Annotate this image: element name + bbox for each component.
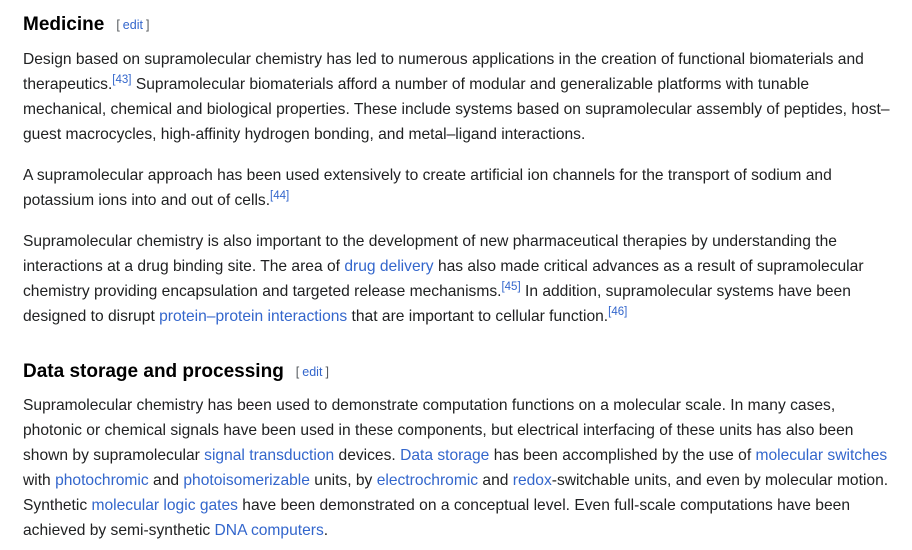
- text: Supramolecular biomaterials afford a number of modular and generalizable platforms with tunable mechanical, chemical and biological properties. These include systems based on supramolecular assembly of peptides, host–guest macrocycles, high-affinity hydrogen bonding, and metal–ligand interactions.: [23, 76, 890, 143]
- section-heading-medicine: [23, 13, 149, 37]
- edit-section-link-wrapper: [ edit ]: [116, 18, 150, 32]
- paragraph: [23, 47, 893, 147]
- text: A supramolecular approach has been used extensively to create artificial ion channels for the transport of sodium and potassium ions into and out of cells.: [23, 167, 832, 209]
- link-photochromic[interactable]: photochromic: [55, 472, 149, 489]
- paragraph: [23, 393, 893, 543]
- citation: [270, 190, 289, 202]
- link-molecular-logic-gates[interactable]: molecular logic gates: [91, 497, 238, 514]
- text: has been accomplished by the use of: [489, 447, 756, 464]
- text: and: [478, 472, 513, 489]
- edit-data-storage-link[interactable]: edit: [302, 365, 323, 379]
- text: units, by: [309, 472, 377, 489]
- link-molecular-switches[interactable]: molecular switches: [755, 447, 888, 464]
- text: -switchable units, and even by molecular motion. Synthetic: [23, 472, 889, 514]
- citation: [608, 306, 627, 318]
- link-drug-delivery[interactable]: drug delivery: [344, 258, 434, 275]
- citation: [112, 74, 131, 86]
- citation-link-46[interactable]: [46]: [608, 306, 628, 318]
- text: In addition, supramolecular systems have been designed to disrupt: [23, 283, 851, 325]
- citation-link-45[interactable]: [45]: [501, 281, 521, 293]
- text: Supramolecular chemistry is also important to the development of new pharmaceutical therapies by understanding the interactions at a drug binding site. The area of: [23, 233, 837, 275]
- link-data-storage[interactable]: Data storage: [400, 447, 490, 464]
- link-redox[interactable]: redox: [512, 472, 552, 489]
- citation: [501, 281, 520, 293]
- section-title: Data storage and processing: [23, 361, 284, 382]
- section-heading-data-storage: [23, 360, 329, 384]
- link-signal-transduction[interactable]: signal transduction: [204, 447, 335, 464]
- link-dna-computers[interactable]: DNA computers: [214, 522, 324, 539]
- text: and: [148, 472, 184, 489]
- text: with: [23, 472, 56, 489]
- edit-section-link-wrapper: [ edit ]: [295, 365, 329, 379]
- text: Design based on supramolecular chemistry has led to numerous applications in the creation of functional biomaterials and therapeutics.: [23, 51, 864, 93]
- link-electrochromic[interactable]: electrochromic: [376, 472, 479, 489]
- section-title: Medicine: [23, 14, 105, 35]
- paragraph: [23, 163, 893, 213]
- text: Supramolecular chemistry has been used to demonstrate computation functions on a molecular scale. In many cases, photonic or chemical signals have been used in these components, but electrical interfacing of these units has also been shown by supramolecular: [23, 397, 854, 464]
- edit-medicine-link[interactable]: edit: [122, 18, 143, 32]
- citation-link-44[interactable]: [44]: [270, 190, 290, 202]
- text: has also made critical advances as a result of supramolecular chemistry providing encapsulation and targeted release mechanisms.: [23, 258, 864, 300]
- paragraph: [23, 229, 893, 329]
- text: that are important to cellular function.: [347, 308, 609, 325]
- link-photoisomerizable[interactable]: photoisomerizable: [183, 472, 310, 489]
- citation-link-43[interactable]: [43]: [112, 74, 132, 86]
- text: have been demonstrated on a conceptual level. Even full-scale computations have been achieved by semi-synthetic: [23, 497, 850, 539]
- text: .: [323, 522, 329, 539]
- link-protein-protein-interactions[interactable]: protein–protein interactions: [159, 308, 348, 325]
- text: devices.: [334, 447, 401, 464]
